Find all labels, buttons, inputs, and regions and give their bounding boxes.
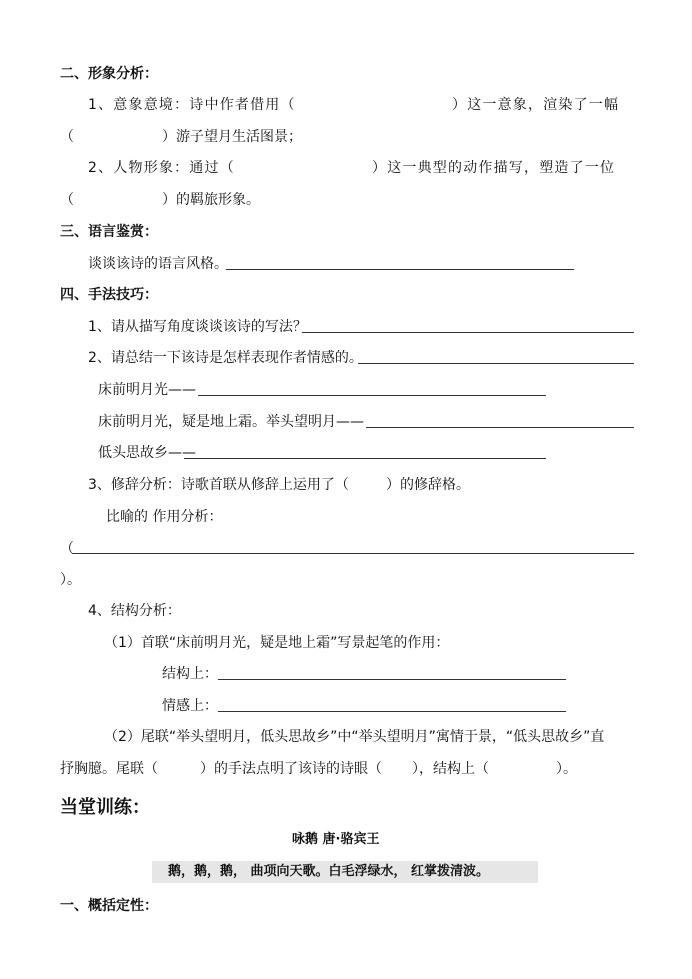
label-structure: 结构上： (162, 666, 218, 682)
q-rhetoric-part2: ）的修辞格。 (386, 477, 470, 493)
q-imagery-part4: ）游子望月生活图景； (162, 129, 302, 145)
answer-line-verse-1[interactable] (198, 395, 546, 396)
q-character-part2: ）这一典型的动作描写，塑造了一位 (372, 160, 616, 176)
section-title-image-analysis: 二、形象分析： (60, 66, 158, 82)
answer-line-verse-2[interactable] (366, 427, 634, 428)
q-imagery-part1: 1、意象意境：诗中作者借用（ (88, 97, 296, 113)
q-last-couplet-part3: ），结构上（ (412, 761, 489, 777)
answer-line-emotion-2[interactable] (218, 711, 566, 712)
section-title-summary: 一、概括定性： (60, 898, 158, 914)
practice-heading: 当堂训练： (60, 797, 150, 818)
q-character-part1: 2、人物形象：通过（ (88, 160, 235, 176)
q-rhetoric-part1: 3、修辞分析：诗歌首联从修辞上运用了（ (88, 477, 349, 493)
poem-title: 咏鹅 唐·骆宾王 (292, 832, 380, 847)
q-imagery-part3: （ (60, 129, 74, 145)
q-character-part3: （ (60, 192, 74, 208)
metaphor-close-paren: ）。 (60, 572, 81, 588)
q-last-couplet-part1: 抒胸臆。尾联（ (60, 761, 158, 777)
q-structure-first-couplet: （1）首联“床前明月光，疑是地上霜”写景起笔的作用： (104, 635, 450, 651)
answer-line-metaphor[interactable] (72, 553, 634, 554)
q-last-couplet-part2: ）的手法点明了该诗的诗眼（ (200, 761, 382, 777)
q-emotion: 2、请总结一下该诗是怎样表现作者情感的。 (88, 350, 363, 366)
q-description-angle: 1、请从描写角度谈谈该诗的写法？ (88, 319, 307, 335)
verse-line-2-label: 床前明月光，疑是地上霜。举头望明月—— (98, 414, 364, 430)
q-last-couplet-line1: （2）尾联“举头望明月，低头思故乡”中“举头望明月”寓情于景，“低头思故乡”直 (104, 729, 605, 745)
section-title-language: 三、语言鉴赏： (60, 224, 158, 240)
answer-line-language[interactable] (226, 269, 574, 270)
answer-line-description[interactable] (302, 332, 634, 333)
label-emotion: 情感上： (162, 698, 218, 714)
metaphor-open-paren: （ (60, 541, 74, 557)
verse-line-1-label: 床前明月光—— (98, 382, 196, 398)
q-last-couplet-part4: ）。 (556, 761, 577, 777)
q-structure: 4、结构分析： (88, 603, 181, 619)
answer-line-structure[interactable] (218, 679, 566, 680)
answer-line-verse-3[interactable] (184, 458, 546, 459)
q-character-part4: ）的羁旅形象。 (162, 192, 260, 208)
answer-line-emotion[interactable] (358, 363, 634, 364)
q-imagery-part2: ）这一意象，渲染了一幅 (452, 97, 620, 113)
poem-text: 鹅，鹅，鹅， 曲项向天歌。白毛浮绿水， 红掌拨清波。 (168, 864, 490, 879)
q-language-style: 谈谈该诗的语言风格。 (88, 256, 228, 272)
q-metaphor-function: 比喻的 作用分析： (106, 509, 223, 525)
section-title-technique: 四、手法技巧： (60, 287, 158, 303)
verse-line-3-label: 低头思故乡—— (98, 445, 196, 461)
